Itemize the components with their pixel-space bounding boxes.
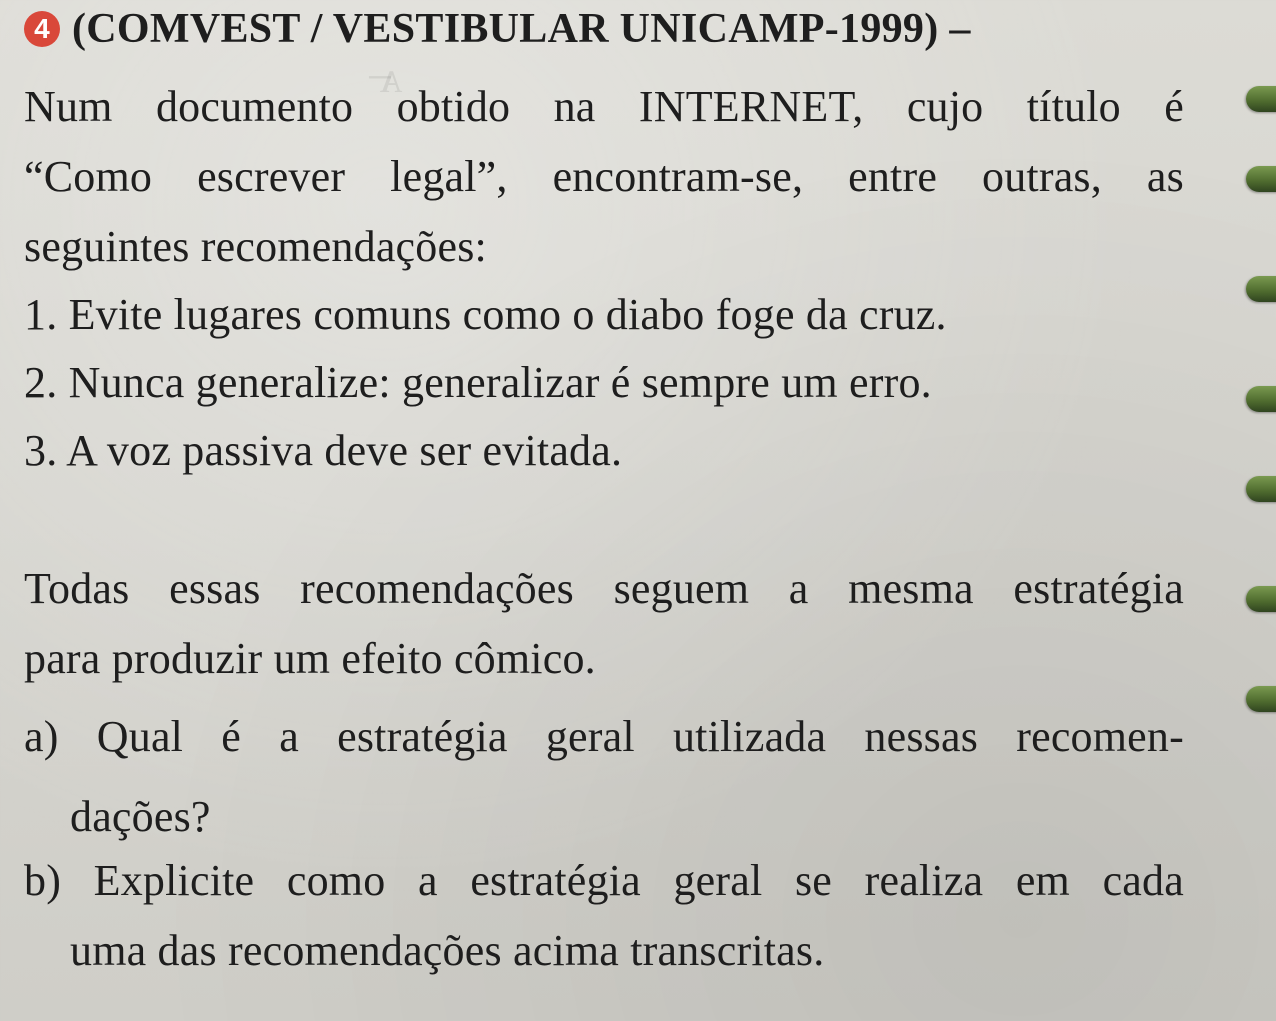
question-number-badge: 4: [24, 11, 60, 47]
page-tab: [1246, 276, 1276, 302]
part-a-line-2: dações?: [70, 792, 211, 841]
intro-line-2: “Como escrever legal”, encontram-se, entre outras, as: [24, 152, 1184, 201]
recommendation-item-2: 2. Nunca generalize: generalizar é sempre um erro.: [24, 358, 932, 407]
page-tab: [1246, 476, 1276, 502]
statement-line-1: Todas essas recomendações seguem a mesma estratégia: [24, 564, 1184, 613]
intro-line-3: seguintes recomendações:: [24, 222, 487, 271]
question-title: [24, 4, 971, 54]
part-b-line-1: b) Explicite como a estratégia geral se realiza em cada: [24, 856, 1184, 905]
page-tab: [1246, 386, 1276, 412]
statement-line-2: para produzir um efeito cômico.: [24, 634, 596, 683]
intro-line-1: Num documento obtido na INTERNET, cujo título é: [24, 82, 1184, 131]
page-tab: [1246, 166, 1276, 192]
recommendation-item-1: 1. Evite lugares comuns como o diabo foge da cruz.: [24, 290, 947, 339]
page-tab: [1246, 86, 1276, 112]
page-tab: [1246, 686, 1276, 712]
bleed-through: ᴀ̶: [380, 53, 403, 102]
part-a-line-1: a) Qual é a estratégia geral utilizada nessas recomen-: [24, 712, 1184, 761]
question-source: (COMVEST / VESTIBULAR UNICAMP-1999) –: [72, 6, 971, 52]
page-tab: [1246, 586, 1276, 612]
recommendation-item-3: 3. A voz passiva deve ser evitada.: [24, 426, 623, 475]
part-b-line-2: uma das recomendações acima transcritas.: [70, 926, 825, 975]
